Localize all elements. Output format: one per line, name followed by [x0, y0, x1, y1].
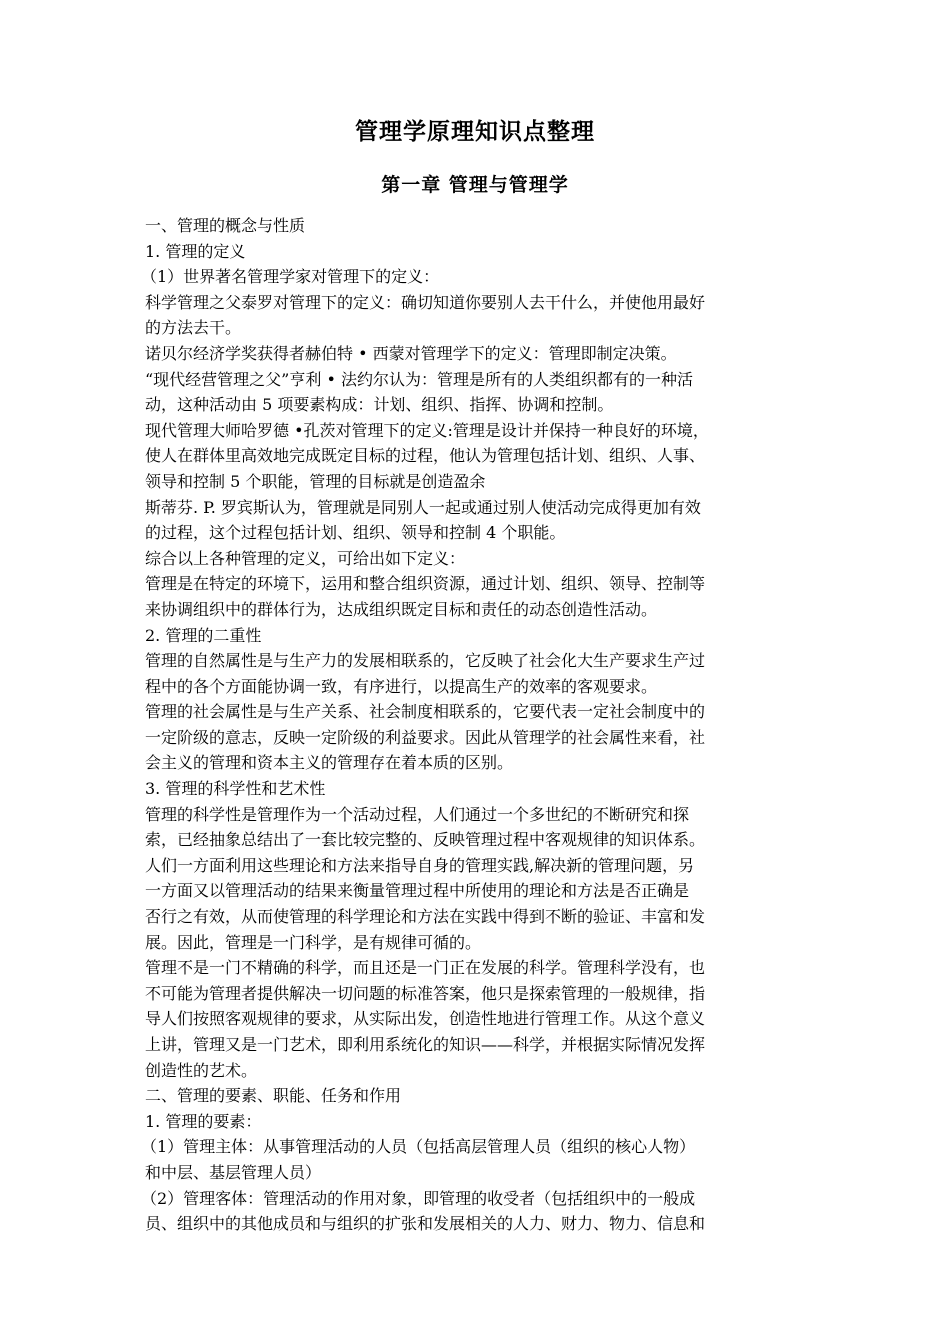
text-line: 二、管理的要素、职能、任务和作用 — [145, 1086, 402, 1106]
text-line: 管理的科学性是管理作为一个活动过程，人们通过一个多世纪的不断研究和探 — [145, 804, 690, 824]
text-line: 2. 管理的二重性 — [145, 625, 262, 645]
text-line: 创造性的艺术。 — [145, 1060, 258, 1080]
text-line: 上讲，管理又是一门艺术，即利用系统化的知识——科学，并根据实际情况发挥 — [145, 1035, 706, 1054]
chapter-title: 第一章 管理与管理学 — [381, 174, 569, 196]
text-line: 的过程，这个过程包括计划、组织、领导和控制 4 个职能。 — [145, 523, 566, 543]
text-line: 来协调组织中的群体行为，达成组织既定目标和责任的动态创造性活动。 — [145, 599, 658, 619]
text-line: 导人们按照客观规律的要求，从实际出发，创造性地进行管理工作。从这个意义 — [145, 1009, 706, 1029]
text-line: 的方法去干。 — [145, 318, 242, 338]
document-title: 管理学原理知识点整理 — [355, 118, 595, 145]
body-text — [141, 213, 817, 1237]
text-line: 1. 管理的要素： — [145, 1111, 262, 1131]
text-line: 管理的自然属性是与生产力的发展相联系的，它反映了社会化大生产要求生产过 — [145, 651, 706, 671]
text-line: 人们一方面利用这些理论和方法来指导自身的管理实践,解决新的管理问题，另 — [145, 855, 695, 875]
text-line: “现代经营管理之父”亨利 • 法约尔认为：管理是所有的人类组织都有的一种活 — [145, 369, 693, 389]
text-line: 和中层、基层管理人员） — [145, 1162, 322, 1182]
text-line: 管理的社会属性是与生产关系、社会制度相联系的，它要代表一定社会制度中的 — [145, 702, 706, 722]
text-line: 不可能为管理者提供解决一切问题的标准答案，他只是探索管理的一般规律，指 — [145, 983, 706, 1003]
text-line: 1. 管理的定义 — [145, 241, 246, 261]
text-line: 管理是在特定的环境下，运用和整合组织资源，通过计划、组织、领导、控制等 — [145, 574, 706, 594]
text-line: （2）管理客体：管理活动的作用对象，即管理的收受者（包括组织中的一般成 — [141, 1188, 696, 1208]
text-line: 现代管理大师哈罗德 •孔茨对管理下的定义:管理是设计并保持一种良好的环境， — [145, 420, 709, 440]
text-line: 员、组织中的其他成员和与组织的扩张和发展相关的人力、财力、物力、信息和 — [145, 1214, 706, 1234]
text-line: 科学管理之父泰罗对管理下的定义：确切知道你要别人去干什么，并使他用最好 — [145, 292, 706, 312]
text-line: 会主义的管理和资本主义的管理存在着本质的区别。 — [145, 753, 514, 773]
text-line: 索，已经抽象总结出了一套比较完整的、反映管理过程中客观规律的知识体系。 — [145, 830, 706, 850]
text-line: 一、管理的概念与性质 — [145, 216, 306, 235]
text-line: 管理不是一门不精确的科学，而且还是一门正在发展的科学。管理科学没有，也 — [145, 958, 706, 978]
text-line: 一方面又以管理活动的结果来衡量管理过程中所使用的理论和方法是否正确是 — [145, 881, 690, 901]
text-line: 斯蒂芬. P. 罗宾斯认为，管理就是同别人一起或通过别人使活动完成得更加有效 — [145, 497, 701, 517]
text-line: 否行之有效，从而使管理的科学理论和方法在实践中得到不断的验证、丰富和发 — [145, 907, 706, 927]
text-line: 程中的各个方面能协调一致，有序进行，以提高生产的效率的客观要求。 — [145, 676, 658, 696]
text-line: 诺贝尔经济学奖获得者赫伯特 • 西蒙对管理学下的定义：管理即制定决策。 — [145, 343, 677, 363]
text-line: 一定阶级的意志，反映一定阶级的利益要求。因此从管理学的社会属性来看，社 — [145, 727, 706, 747]
text-line: （1）世界著名管理学家对管理下的定义： — [141, 267, 440, 287]
text-line: （1）管理主体：从事管理活动的人员（包括高层管理人员（组织的核心人物） — [141, 1137, 696, 1157]
text-line: 动，这种活动由 5 项要素构成：计划、组织、指挥、协调和控制。 — [145, 395, 614, 415]
text-line: 领导和控制 5 个职能，管理的目标就是创造盈余 — [145, 471, 486, 491]
text-line: 使人在群体里高效地完成既定目标的过程，他认为管理包括计划、组织、人事、 — [145, 446, 706, 466]
text-line: 综合以上各种管理的定义，可给出如下定义： — [145, 548, 466, 568]
text-line: 3. 管理的科学性和艺术性 — [145, 779, 326, 799]
text-line: 展。因此，管理是一门科学，是有规律可循的。 — [145, 932, 482, 952]
